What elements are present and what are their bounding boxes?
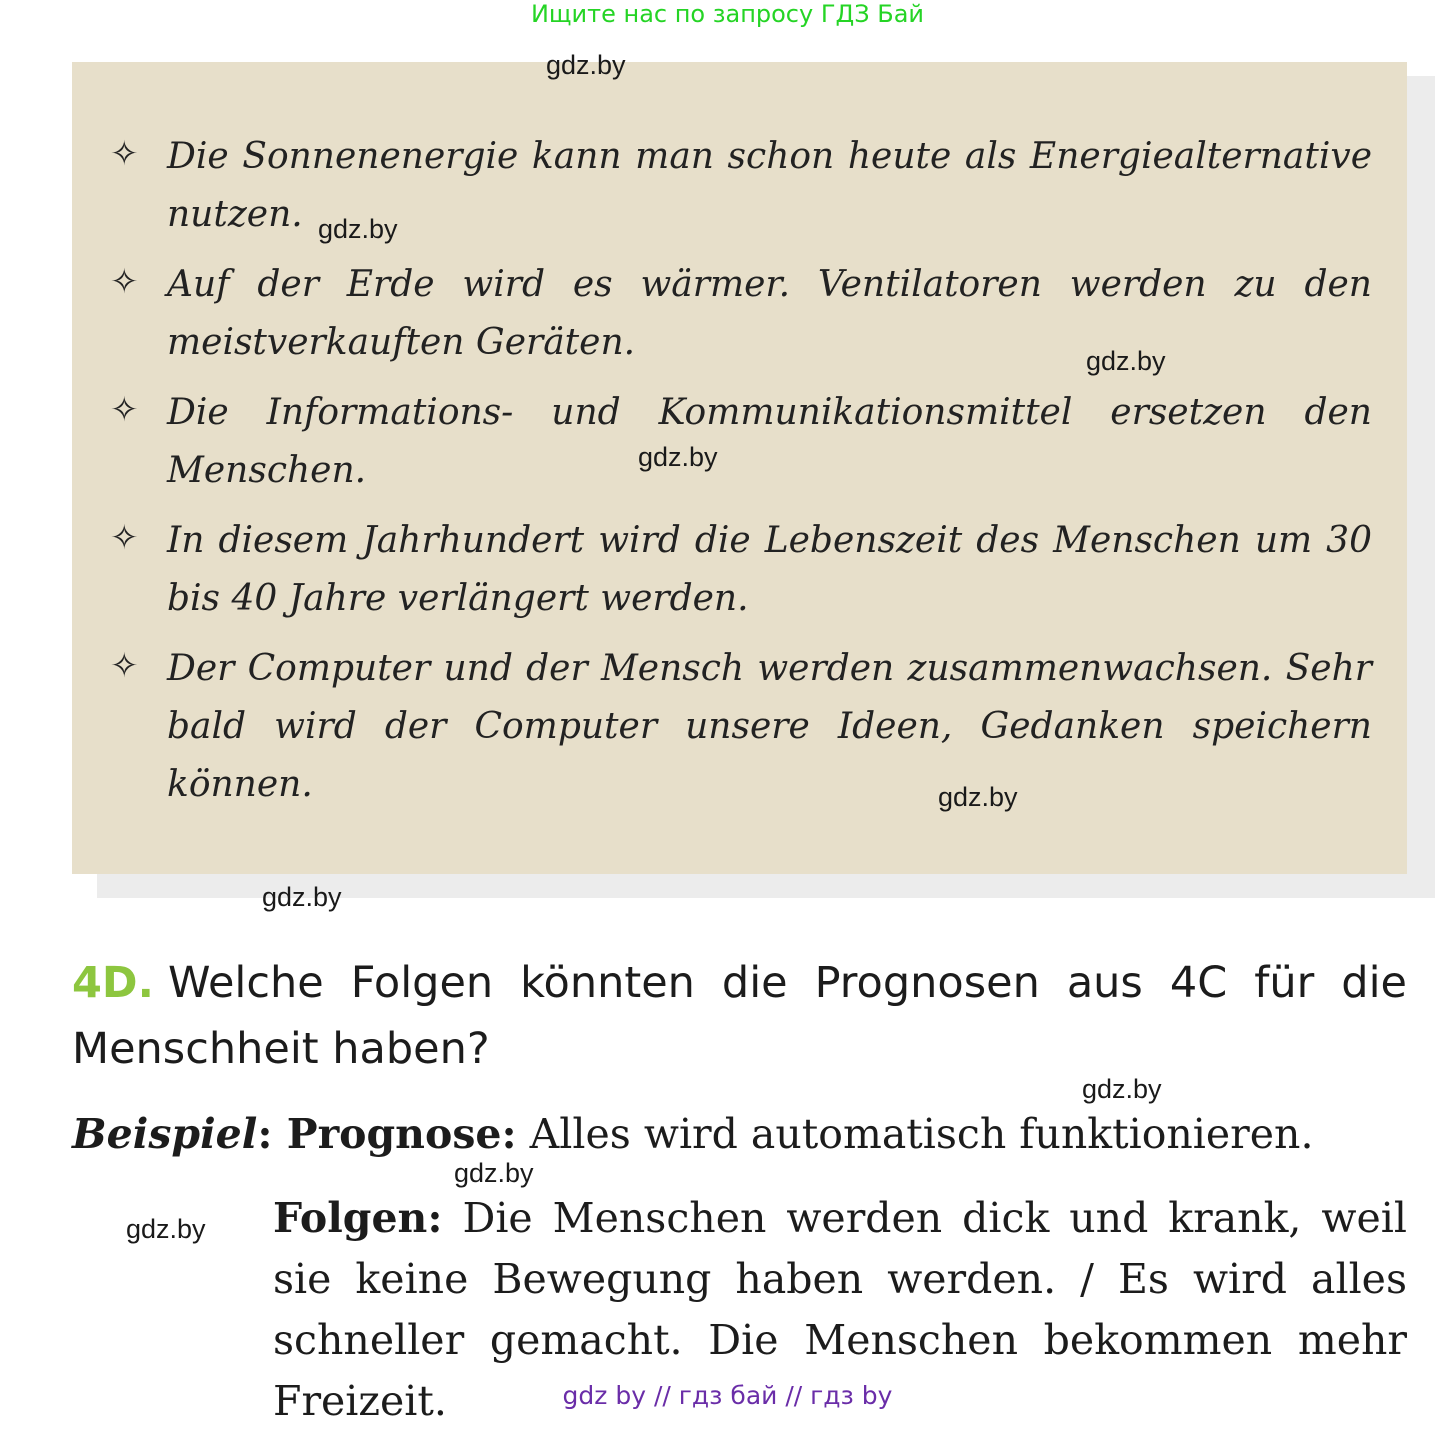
watermark: gdz.by bbox=[1082, 1074, 1162, 1104]
task-4d bbox=[72, 950, 1407, 1082]
watermark: gdz.by bbox=[938, 782, 1018, 812]
star-bullet-icon: ✧ bbox=[110, 134, 139, 174]
watermark: gdz.by bbox=[546, 50, 626, 80]
watermark: gdz.by bbox=[318, 214, 398, 244]
task-number: 4D. bbox=[72, 958, 154, 1008]
prediction-text: Auf der Erde wird es wärmer. Ventilatoren werden zu den meistverkauften Geräten. bbox=[167, 264, 1372, 363]
watermark: gdz.by bbox=[126, 1214, 206, 1244]
prediction-text: In diesem Jahrhundert wird die Lebenszeit des Menschen um 30 bis 40 Jahre verlängert werden. bbox=[167, 520, 1372, 619]
example-label: Beispiel bbox=[72, 1110, 258, 1158]
watermark: gdz.by bbox=[638, 442, 718, 472]
folgen-text: Die Menschen werden dick und krank, weil sie keine Bewegung haben werden. / Es wird alles schneller gemacht. Die Menschen bekommen mehr Freizeit. bbox=[273, 1194, 1407, 1425]
star-bullet-icon: ✧ bbox=[110, 646, 139, 686]
star-bullet-icon: ✧ bbox=[110, 262, 139, 302]
watermark: gdz.by bbox=[454, 1158, 534, 1188]
folgen-label: Folgen: bbox=[273, 1194, 443, 1242]
watermark: gdz.by bbox=[262, 882, 342, 912]
prediction-text: Die Informations- und Kommunikationsmittel ersetzen den Menschen. bbox=[167, 392, 1372, 491]
prognose-label: Prognose: bbox=[286, 1110, 517, 1158]
prediction-text: Der Computer und der Mensch werden zusammenwachsen. Sehr bald wird der Computer unsere Ideen, Gedanken speichern können. bbox=[167, 648, 1372, 805]
watermark: gdz.by bbox=[1086, 346, 1166, 376]
star-bullet-icon: ✧ bbox=[110, 518, 139, 558]
star-bullet-icon: ✧ bbox=[110, 390, 139, 430]
prognose-text: Alles wird automatisch funktionieren. bbox=[516, 1110, 1314, 1158]
top-banner[interactable]: Ищите нас по запросу ГДЗ Бай bbox=[530, 0, 925, 28]
footer-links[interactable]: gdz by // гдз бай // гдз by bbox=[562, 1381, 893, 1410]
predictions-box bbox=[72, 62, 1407, 874]
example-label-colon: : bbox=[257, 1110, 287, 1158]
example-prognose bbox=[72, 1104, 1407, 1164]
prediction-text: Die Sonnenenergie kann man schon heute als Energiealternative nutzen. bbox=[167, 136, 1372, 235]
task-text: Welche Folgen könnten die Prognosen aus 4C für die Menschheit haben? bbox=[72, 958, 1407, 1074]
